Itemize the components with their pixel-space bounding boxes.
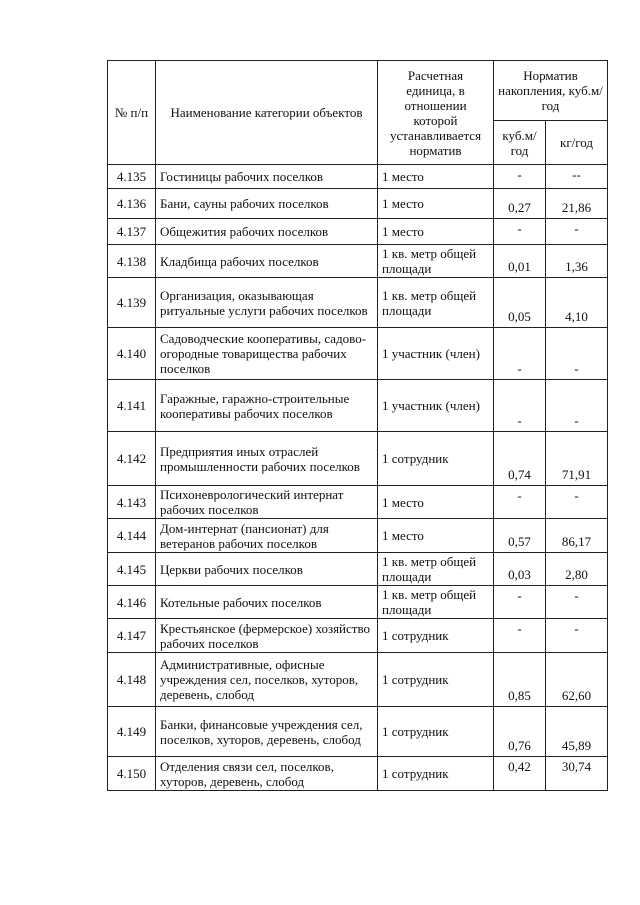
row-name: Дом-интернат (пансионат) для ветеранов рабочих поселков: [156, 519, 378, 553]
table-row: [108, 432, 608, 486]
row-mass-kg: -: [546, 586, 608, 619]
row-number: 4.144: [108, 519, 156, 553]
row-unit: 1 место: [378, 486, 494, 519]
row-mass-kg: 1,36: [546, 245, 608, 278]
row-unit: 1 кв. метр общей площади: [378, 245, 494, 278]
row-mass-kg: 45,89: [546, 707, 608, 757]
row-name: Котельные рабочих поселков: [156, 586, 378, 619]
table-row: [108, 707, 608, 757]
table-row: [108, 619, 608, 653]
row-unit: 1 сотрудник: [378, 653, 494, 707]
row-unit: 1 сотрудник: [378, 432, 494, 486]
header-num: № п/п: [108, 61, 156, 165]
row-volume-m3: -: [494, 165, 546, 189]
row-number: 4.147: [108, 619, 156, 653]
row-number: 4.138: [108, 245, 156, 278]
norms-table: [107, 60, 608, 791]
row-name: Гостиницы рабочих поселков: [156, 165, 378, 189]
row-volume-m3: -: [494, 219, 546, 245]
row-unit: 1 место: [378, 519, 494, 553]
row-volume-m3: -: [494, 586, 546, 619]
row-name: Отделения связи сел, поселков, хуторов, деревень, слобод: [156, 757, 378, 791]
row-number: 4.140: [108, 328, 156, 380]
row-volume-m3: 0,57: [494, 519, 546, 553]
row-mass-kg: 86,17: [546, 519, 608, 553]
row-mass-kg: 4,10: [546, 278, 608, 328]
row-name: Церкви рабочих поселков: [156, 553, 378, 586]
row-unit: 1 место: [378, 219, 494, 245]
row-mass-kg: --: [546, 165, 608, 189]
row-volume-m3: 0,27: [494, 189, 546, 219]
row-number: 4.137: [108, 219, 156, 245]
row-name: Предприятия иных отраслей промышленности рабочих поселков: [156, 432, 378, 486]
row-unit: 1 сотрудник: [378, 619, 494, 653]
table-row: [108, 486, 608, 519]
row-name: Кладбища рабочих поселков: [156, 245, 378, 278]
row-number: 4.148: [108, 653, 156, 707]
table-row: [108, 165, 608, 189]
table-row: [108, 757, 608, 791]
row-mass-kg: 62,60: [546, 653, 608, 707]
row-number: 4.135: [108, 165, 156, 189]
header-norm: Норматив накопления, куб.м/ год: [494, 61, 608, 121]
table-body: [108, 165, 608, 791]
row-volume-m3: 0,05: [494, 278, 546, 328]
table-row: [108, 245, 608, 278]
row-name: Садоводческие кооперативы, садово-огородные товарищества рабочих поселков: [156, 328, 378, 380]
row-name: Организация, оказывающая ритуальные услуги рабочих поселков: [156, 278, 378, 328]
row-volume-m3: 0,85: [494, 653, 546, 707]
row-mass-kg: -: [546, 219, 608, 245]
row-unit: 1 сотрудник: [378, 707, 494, 757]
row-name: Общежития рабочих поселков: [156, 219, 378, 245]
row-number: 4.150: [108, 757, 156, 791]
row-name: Гаражные, гаражно-строительные кооперативы рабочих поселков: [156, 380, 378, 432]
row-volume-m3: 0,76: [494, 707, 546, 757]
row-mass-kg: -: [546, 486, 608, 519]
row-number: 4.142: [108, 432, 156, 486]
header-unit: Расчетная единица, в отношении которой устанавливается норматив: [378, 61, 494, 165]
row-name: Бани, сауны рабочих поселков: [156, 189, 378, 219]
row-volume-m3: -: [494, 619, 546, 653]
row-name: Банки, финансовые учреждения сел, поселков, хуторов, деревень, слобод: [156, 707, 378, 757]
header-m3: куб.м/ год: [494, 121, 546, 165]
row-volume-m3: 0,03: [494, 553, 546, 586]
row-volume-m3: -: [494, 328, 546, 380]
row-unit: 1 кв. метр общей площади: [378, 586, 494, 619]
row-mass-kg: -: [546, 328, 608, 380]
table-row: [108, 189, 608, 219]
row-unit: 1 кв. метр общей площади: [378, 278, 494, 328]
row-number: 4.149: [108, 707, 156, 757]
table-row: [108, 519, 608, 553]
row-volume-m3: 0,74: [494, 432, 546, 486]
table-row: [108, 278, 608, 328]
row-volume-m3: -: [494, 380, 546, 432]
row-name: Крестьянское (фермерское) хозяйство рабочих поселков: [156, 619, 378, 653]
row-unit: 1 место: [378, 165, 494, 189]
row-mass-kg: 71,91: [546, 432, 608, 486]
row-volume-m3: 0,01: [494, 245, 546, 278]
table-row: [108, 380, 608, 432]
row-volume-m3: -: [494, 486, 546, 519]
row-unit: 1 участник (член): [378, 380, 494, 432]
row-unit: 1 место: [378, 189, 494, 219]
header-name: Наименование категории объектов: [156, 61, 378, 165]
row-number: 4.143: [108, 486, 156, 519]
row-mass-kg: -: [546, 619, 608, 653]
row-mass-kg: -: [546, 380, 608, 432]
table-row: [108, 219, 608, 245]
row-mass-kg: 30,74: [546, 757, 608, 791]
row-mass-kg: 2,80: [546, 553, 608, 586]
row-unit: 1 сотрудник: [378, 757, 494, 791]
row-volume-m3: 0,42: [494, 757, 546, 791]
row-unit: 1 участник (член): [378, 328, 494, 380]
table-row: [108, 653, 608, 707]
row-number: 4.145: [108, 553, 156, 586]
row-unit: 1 кв. метр общей площади: [378, 553, 494, 586]
header-kg: кг/год: [546, 121, 608, 165]
table-row: [108, 586, 608, 619]
row-name: Административные, офисные учреждения сел, поселков, хуторов, деревень, слобод: [156, 653, 378, 707]
row-name: Психоневрологический интернат рабочих поселков: [156, 486, 378, 519]
table-row: [108, 328, 608, 380]
row-number: 4.139: [108, 278, 156, 328]
row-number: 4.146: [108, 586, 156, 619]
table-row: [108, 553, 608, 586]
row-number: 4.136: [108, 189, 156, 219]
row-mass-kg: 21,86: [546, 189, 608, 219]
row-number: 4.141: [108, 380, 156, 432]
